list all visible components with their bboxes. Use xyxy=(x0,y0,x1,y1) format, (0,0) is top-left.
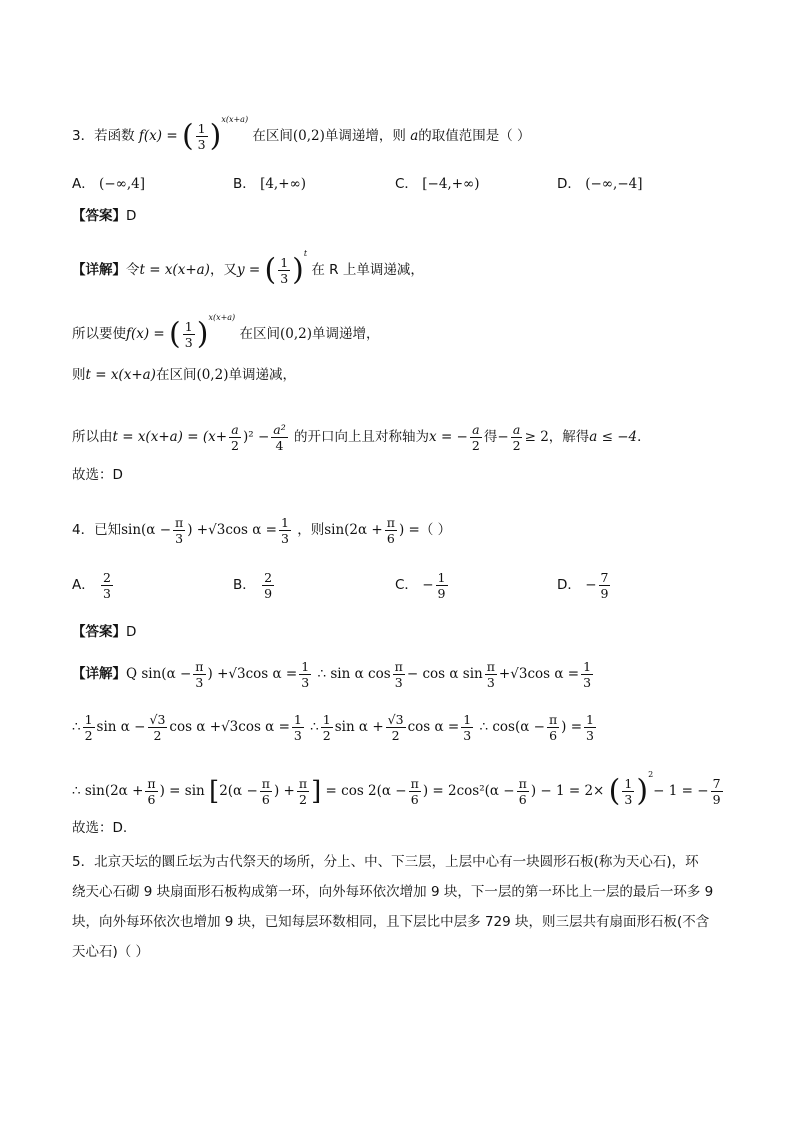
q4-option-c: C． − $\frac{1}{9}$ xyxy=(395,570,446,602)
q3-choose: 故选：D xyxy=(72,467,123,483)
q5-line2: 绕天心石砌 9 块扇面形石板构成第一环，向外每环依次增加 9 块，下一层的第一环比上一层的最后一环多 9 xyxy=(72,884,714,900)
q3-detail-line3: 则t = x(x+a)在区间(0,2)单调递减， xyxy=(72,367,296,383)
q3-option-a: A． (−∞,4] xyxy=(72,176,146,192)
q4-answer: 【答案】D xyxy=(72,624,137,640)
q4-option-d: D． − $\frac{7}{9}$ xyxy=(557,570,609,602)
q3-option-d: D． (−∞,−4] xyxy=(557,176,643,192)
q3-option-b: B． [4,+∞) xyxy=(233,176,307,192)
q3-detail-line2: 所以要使f(x) = ( $\frac{1}{3}$ )$^{x(x+a)}$ 在区间(0,2)单调递增， xyxy=(72,313,380,352)
q5-line1: 5．北京天坛的圜丘坛为古代祭天的场所，分上、中、下三层，上层中心有一块圆形石板(称为天心石)，环 xyxy=(72,854,699,870)
q5-line4: 天心石)（ ） xyxy=(72,944,150,960)
q3-detail-line1: 【详解】令t = x(x+a)，又y = ( $\frac{1}{3}$ )$^t$ 在 R 上单调递减， xyxy=(72,249,424,288)
q3-stem: 3．若函数 f(x) = ( $\frac{1}{3}$ )$^{x(x+a)}$ 在区间(0,2)单调递增，则 a的取值范围是（ ） xyxy=(72,115,531,154)
q5-line3: 块，向外每环依次也增加 9 块，已知每层环数相同，且下层比中层多 729 块，则三层共有扇面形石板(不含 xyxy=(72,914,710,930)
q4-detail-line3: ∴ sin(2α + $\frac{\pi}{6}$ ) = sin [2(α − $\frac{\pi}{6}$ ) + $\frac{\pi}{2}$ ] = cos 2(α − $\frac{\pi}{6}$ ) = 2cos²(α − $\frac{\pi}{6}$ ) − 1 = 2× ( $\frac{1}{3}$ )$^2$− 1 = − $\frac{7}{9}$ xyxy=(72,770,721,809)
q4-option-a: A． $\frac{2}{3}$ xyxy=(72,570,111,602)
q3-answer: 【答案】D xyxy=(72,208,137,224)
q4-detail-line2: ∴ $\frac{1}{2}$ sin α − $\frac{√3}{2}$ cos α +√3cos α = $\frac{1}{3}$ ∴ $\frac{1}{2}$ sin α + $\frac{√3}{2}$ cos α = $\frac{1}{3}$ ∴ cos(α − $\frac{\pi}{6}$ ) = $\frac{1}{3}$ xyxy=(72,712,594,744)
q4-stem: 4．已知sin(α − $\frac{\pi}{3}$ ) +√3cos α = $\frac{1}{3}$ ，则sin(2α + $\frac{\pi}{6}$ ) =（ ） xyxy=(72,515,452,547)
q4-detail-line1: 【详解】Q sin(α − $\frac{\pi}{3}$ ) +√3cos α = $\frac{1}{3}$ ∴ sin α cos $\frac{\pi}{3}$ − cos α sin $\frac{\pi}{3}$ +√3cos α = $\frac{1}{3}$ xyxy=(72,659,592,691)
q3-option-c: C． [−4,+∞) xyxy=(395,176,480,192)
q4-option-b: B． $\frac{2}{9}$ xyxy=(233,570,273,602)
q4-choose: 故选：D. xyxy=(72,820,128,836)
q3-detail-line4: 所以由t = x(x+a) = (x+ $\frac{a}{2}$ )² − $\frac{\text{a²}}{4}$ 的开口向上且对称轴为x = − $\frac{a}{2}$ 得− $\frac{a}{2}$ ≥ 2，解得a ≤ −4． xyxy=(72,422,651,454)
